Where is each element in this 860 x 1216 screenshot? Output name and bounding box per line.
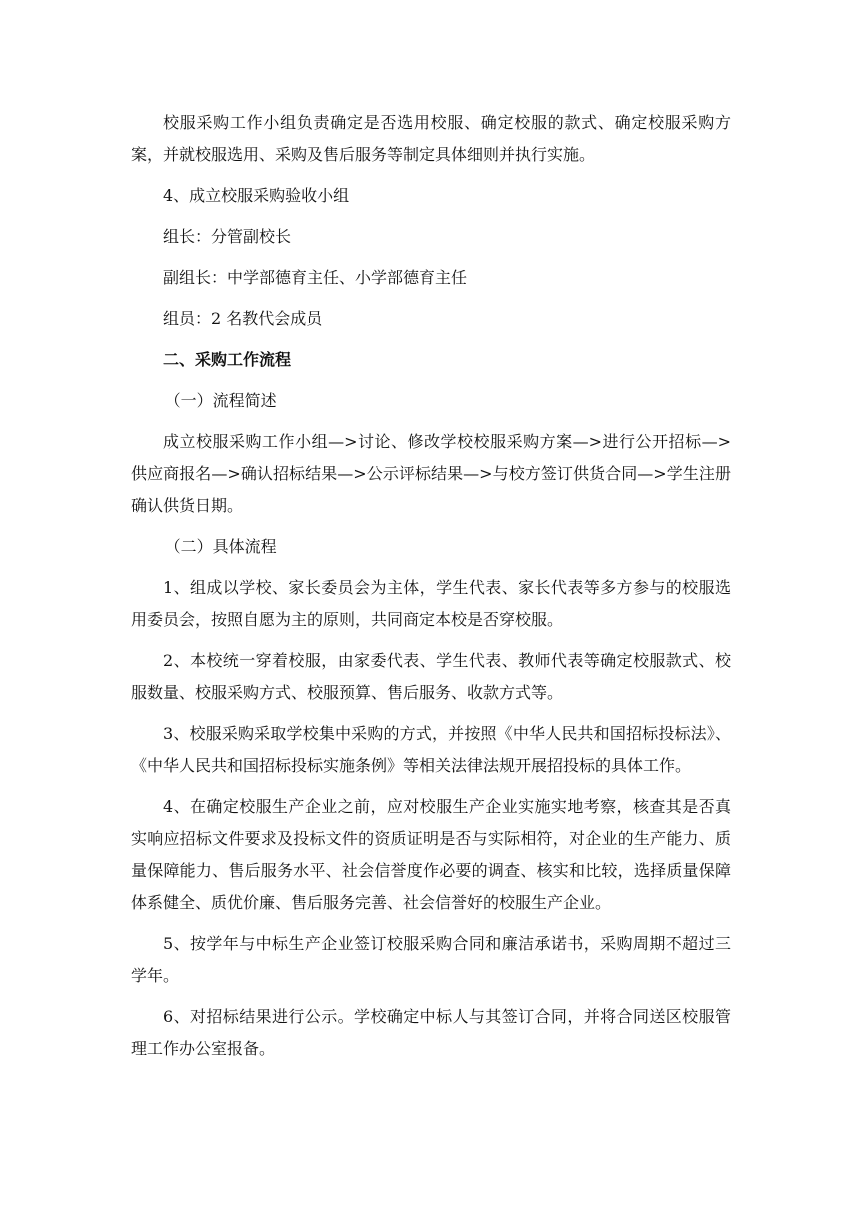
- item-acceptance-team: 4、成立校服采购验收小组: [163, 186, 350, 205]
- paragraph-step-4: 4、在确定校服生产企业之前，应对校服生产企业实施实地考察，核查其是否真实响应招标文件要求及投标文件的资质证明是否与实际相符，对企业的生产能力、质量保障能力、售后服务水平、社会信誉度作必要的调查、核实和比较，选择质量保障体系健全、质优价廉、售后服务完善、社会信誉好的校服生产企业。: [131, 797, 731, 912]
- paragraph-step-2: 2、本校统一穿着校服，由家委代表、学生代表、教师代表等确定校服款式、校服数量、校服采购方式、校服预算、售后服务、收款方式等。: [131, 651, 731, 702]
- paragraph-step-1: 1、组成以学校、家长委员会为主体，学生代表、家长代表等多方参与的校服选用委员会，按照自愿为主的原则，共同商定本校是否穿校服。: [131, 578, 731, 629]
- line-team-members: 组员：2 名教代会成员: [163, 309, 323, 328]
- subheading-flow-summary: （一）流程简述: [164, 391, 277, 410]
- paragraph-step-3: 3、校服采购采取学校集中采购的方式，并按照《中华人民共和国招标投标法》、《中华人民共和国招标投标实施条例》等相关法律法规开展招投标的具体工作。: [131, 724, 731, 775]
- line-deputy-leader: 副组长：中学部德育主任、小学部德育主任: [163, 268, 468, 287]
- document-body: [131, 107, 731, 1074]
- line-team-leader: 组长：分管副校长: [163, 227, 292, 246]
- section-heading-procurement-flow: 二、采购工作流程: [163, 350, 292, 369]
- paragraph-step-6: 6、对招标结果进行公示。学校确定中标人与其签订合同，并将合同送区校服管理工作办公室报备。: [131, 1007, 731, 1058]
- paragraph-step-5: 5、按学年与中标生产企业签订校服采购合同和廉洁承诺书，采购周期不超过三学年。: [131, 934, 731, 985]
- paragraph-uniform-team-duty: 校服采购工作小组负责确定是否选用校服、确定校服的款式、确定校服采购方案，并就校服选用、采购及售后服务等制定具体细则并执行实施。: [131, 113, 731, 164]
- subheading-detailed-flow: （二）具体流程: [164, 537, 277, 556]
- paragraph-flow-steps: 成立校服采购工作小组—>讨论、修改学校校服采购方案—>进行公开招标—>供应商报名—>确认招标结果—>公示评标结果—>与校方签订供货合同—>学生注册确认供货日期。: [131, 432, 731, 515]
